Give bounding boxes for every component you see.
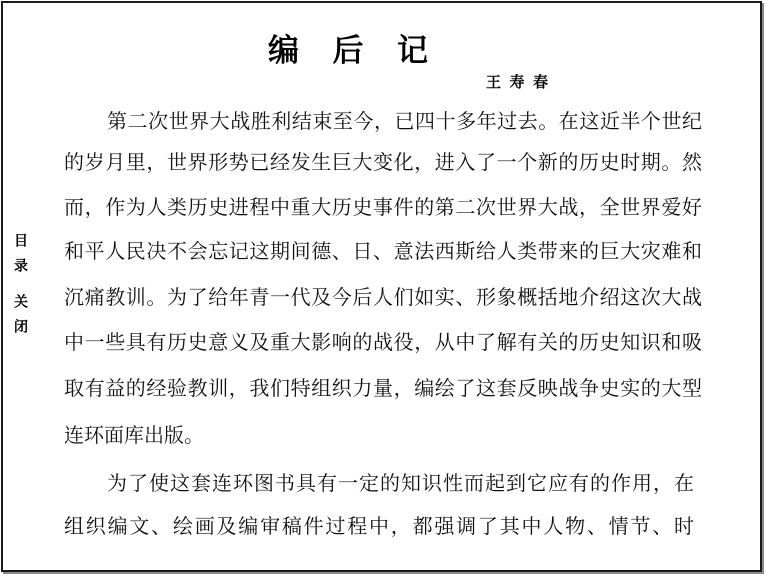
- contents-link[interactable]: 目录: [12, 233, 28, 283]
- text-line: 连环面库出版。: [64, 423, 204, 447]
- text-line: 为了使这套连环图书具有一定的知识性而起到它应有的作用，在: [107, 471, 694, 495]
- author-name: 王寿春: [486, 73, 548, 91]
- text-line: 而，作为人类历史进程中重大历史事件的第二次世界大战，全世界爱好: [64, 195, 702, 219]
- text-line: 取有益的经验教训，我们特组织力量，编绘了这套反映战争史实的大型: [64, 376, 702, 400]
- text-line: 沉痛教训。为了给年青一代及今后人们如实、形象概括地介绍这次大战: [64, 285, 702, 309]
- text-line: 的岁月里，世界形势已经发生巨大变化，进入了一个新的历史时期。然: [64, 150, 702, 174]
- text-line: 和平人民决不会忘记这期间德、日、意法西斯给人类带来的巨大灾难和: [64, 239, 702, 263]
- close-link[interactable]: 关闭: [12, 294, 28, 344]
- text-line: 中一些具有历史意义及重大影响的战役，从中了解有关的历史知识和吸: [64, 330, 702, 354]
- text-line: 组织编文、绘画及编审稿件过程中，都强调了其中人物、情节、时: [64, 514, 694, 538]
- page-title: 编 后 记: [268, 33, 428, 69]
- text-line: 第二次世界大战胜利结束至今，已四十多年过去。在这近半个世纪: [107, 109, 702, 133]
- page-frame: [1, 1, 762, 572]
